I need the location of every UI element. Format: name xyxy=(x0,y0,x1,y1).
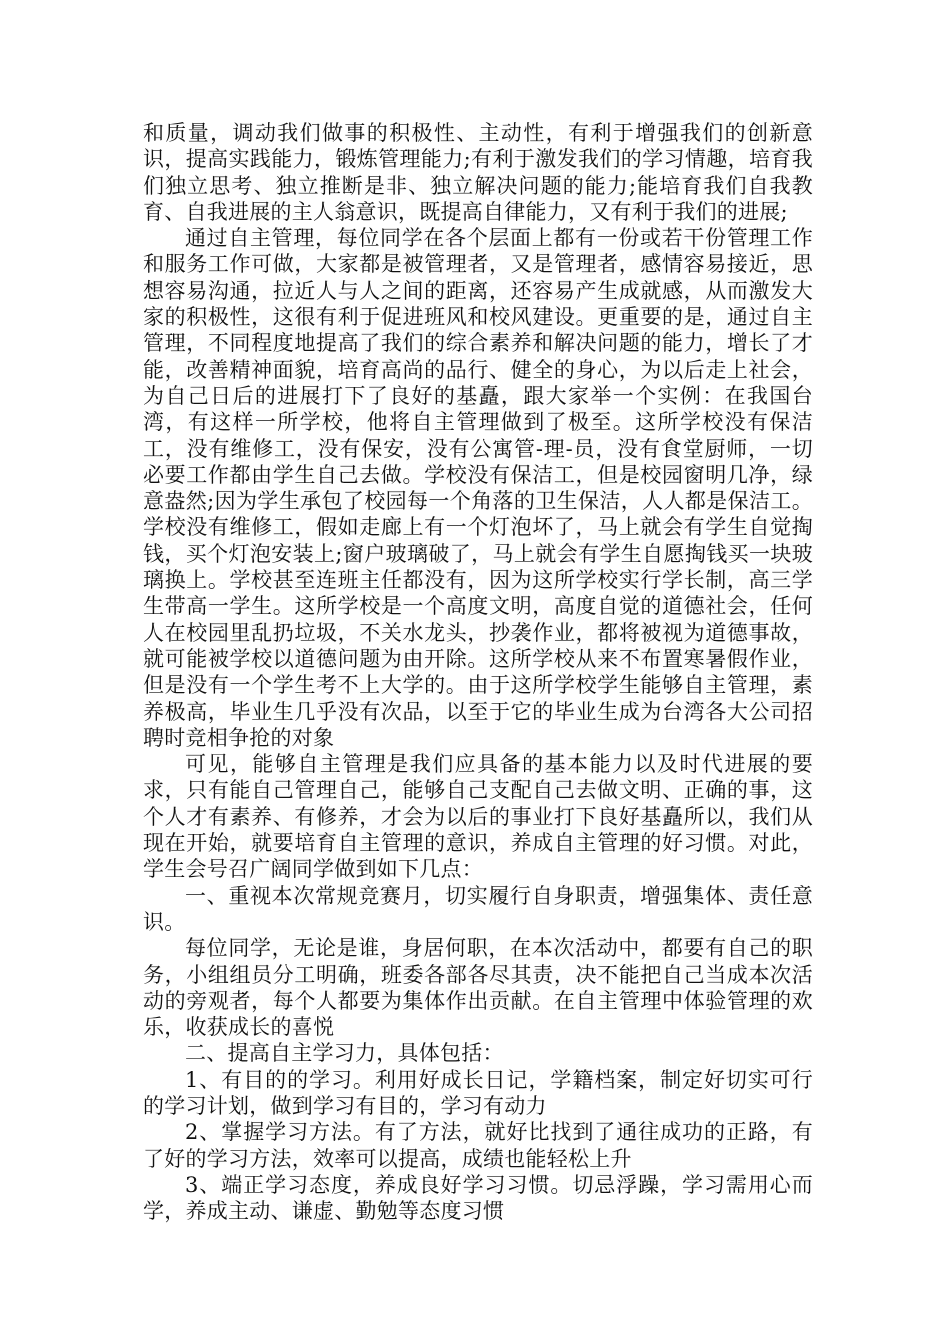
paragraph-benefits-continued: 和质量，调动我们做事的积极性、主动性，有利于增强我们的创新意识，提高实践能力，锻炼管理能力;有利于激发我们的学习情趣，培育我们独立思考、独立推断是非、独立解决问题的能力;能培育我们自我教育、自我进展的主人翁意识，既提高自律能力，又有利于我们的进展; xyxy=(143,121,813,224)
paragraph-point-two-heading: 二、提高自主学习力，具体包括： xyxy=(185,1041,504,1066)
paragraph-conclusion-call: 可见，能够自主管理是我们应具备的基本能力以及时代进展的要求，只有能自己管理自己，能够自己支配自己去做文明、正确的事，这个人才有素养、有修养，才会为以后的事业打下良好基矗所以，我们从现在开始，就要培育自主管理的意识，养成自主管理的好习惯。对此，学生会号召广阔同学做到如下几点： xyxy=(143,752,813,882)
paragraph-item-three: 3、端正学习态度，养成良好学习习惯。切忌浮躁，学习需用心而学，养成主动、谦虚、勤勉等态度习惯 xyxy=(143,1172,813,1224)
paragraph-item-one: 1、有目的的学习。利用好成长日记，学籍档案，制定好切实可行的学习计划，做到学习有目的，学习有动力 xyxy=(143,1067,813,1118)
paragraph-point-one-body: 每位同学，无论是谁，身居何职，在本次活动中，都要有自己的职务，小组组员分工明确，班委各部各尽其责，决不能把自己当成本次活动的旁观者，每个人都要为集体作出贡献。在自主管理中体验管理的欢乐，收获成长的喜悦 xyxy=(143,936,813,1040)
paragraph-self-management-example: 通过自主管理，每位同学在各个层面上都有一份或若干份管理工作和服务工作可做，大家都是被管理者，又是管理者，感情容易接近，思想容易沟通，拉近人与人之间的距离，还容易产生成就感，从而激发大家的积极性，这很有利于促进班风和校风建设。更重要的是，通过自主管理，不同程度地提高了我们的综合素养和解决问题的能力，增长了才能，改善精神面貌，培育高尚的品行、健全的身心，为以后走上社会，为自己日后的进展打下了良好的基矗，跟大家举一个实例：在我国台湾，有这样一所学校，他将自主管理做到了极至。这所学校没有保洁工，没有维修工，没有保安，没有公寓管-理-员，没有食堂厨师，一切必要工作都由学生自己去做。学校没有保洁工，但是校园窗明几净，绿意盎然;因为学生承包了校园每一个角落的卫生保洁，人人都是保洁工。学校没有维修工，假如走廊上有一个灯泡坏了，马上就会有学生自觉掏钱，买个灯泡安装上;窗户玻璃破了，马上就会有学生自愿掏钱买一块玻璃换上。学校甚至连班主任都没有，因为这所学校实行学长制，高三学生带高一学生。这所学校是一个高度文明，高度自觉的道德社会，任何人在校园里乱扔垃圾，不关水龙头，抄袭作业，都将被视为道德事故，就可能被学校以道德问题为由开除。这所学校从来不布置寒暑假作业，但是没有一个学生考不上大学的。由于这所学校学生能够自主管理，素养极高，毕业生几乎没有次品，以至于它的毕业生成为台湾各大公司招聘时竞相争抢的对象 xyxy=(143,226,813,750)
document-body xyxy=(143,120,813,1224)
paragraph-item-two: 2、掌握学习方法。有了方法，就好比找到了通往成功的正路，有了好的学习方法，效率可以提高，成绩也能轻松上升 xyxy=(143,1120,813,1171)
paragraph-point-one-heading: 一、重视本次常规竞赛月，切实履行自身职责，增强集体、责任意识。 xyxy=(143,883,813,934)
